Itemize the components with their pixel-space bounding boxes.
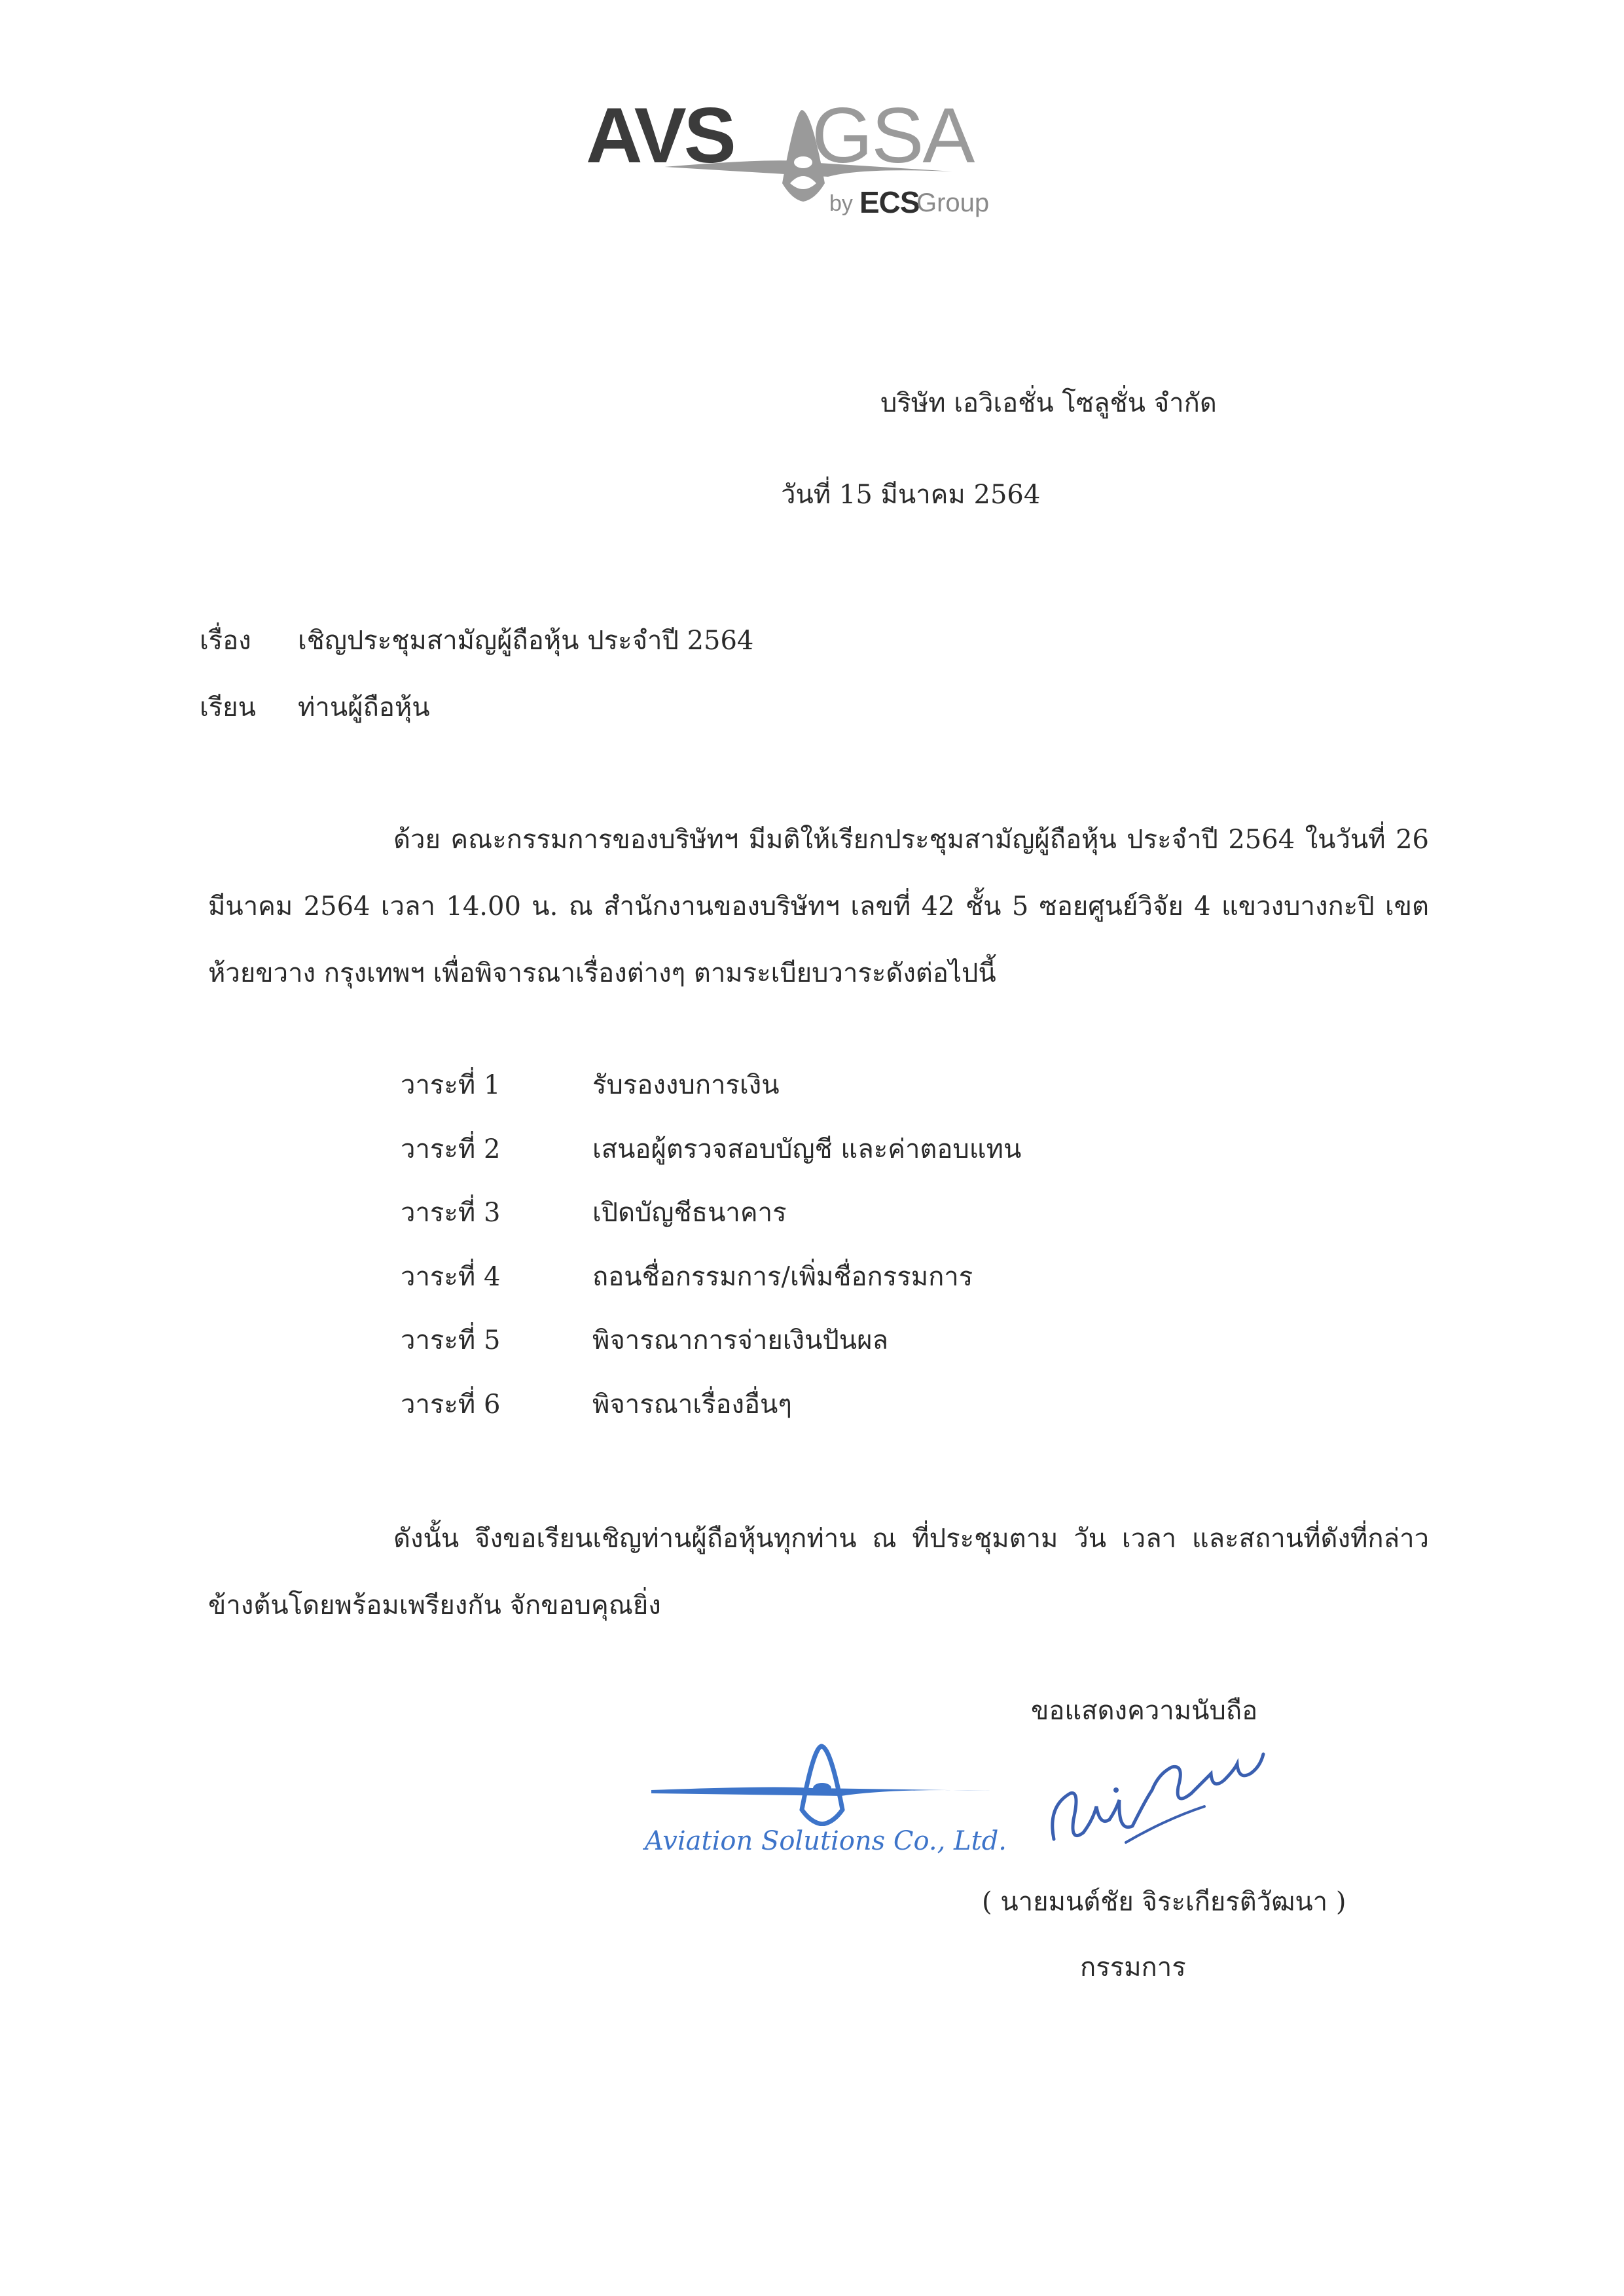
recipient-value: ท่านผู้ถือหุ้น [298, 692, 430, 723]
agenda-text: เสนอผู้ตรวจสอบบัญชี และค่าตอบแทน [592, 1134, 1022, 1164]
company-logo [586, 85, 1005, 236]
logo-gsa-text: GSA [812, 92, 974, 179]
subject-value: เชิญประชุมสามัญผู้ถือหุ้น ประจำปี 2564 [298, 626, 754, 656]
logo-group-text: Group [916, 188, 990, 217]
intro-paragraph: ด้วย คณะกรรมการของบริษัทฯ มีมติให้เรียกประชุมสามัญผู้ถือหุ้น ประจำปี 2564 ในวันที่ 26 มีนาคม 2564 เวลา 14.00 น. ณ สำนักงานของบริษัทฯ เลขที่ 42 ชั้น 5 ซอยศูนย์วิจัย 4 แขวงบางกะปิ เขต ห้วยขวาง กรุงเทพฯ เพื่อพิจารณาเรื่องต่างๆ ตามระเบียบวาระดังต่อไปนี้ [208, 825, 1429, 988]
agenda-number: วาระที่ 6 [401, 1390, 501, 1420]
agenda-number: วาระที่ 3 [401, 1198, 501, 1228]
closing-paragraph: ดังนั้น จึงขอเรียนเชิญท่านผู้ถือหุ้นทุกท่าน ณ ที่ประชุมตาม วัน เวลา และสถานที่ดังที่กล่าว ข้างต้นโดยพร้อมเพรียงกัน จักขอบคุณยิ่ง [208, 1524, 1429, 1621]
signature-icon [1034, 1728, 1270, 1878]
agenda-text: ถอนชื่อกรรมการ/เพิ่มชื่อกรรมการ [592, 1262, 973, 1292]
logo-avs-text: AVS [586, 92, 734, 179]
agenda-text: พิจารณาการจ่ายเงินปันผล [592, 1325, 889, 1355]
agenda-number: วาระที่ 1 [401, 1070, 501, 1100]
signer-name: ( นายมนต์ชัย จิระเกียรติวัฒนา ) [982, 1887, 1346, 1917]
stamp-airplane-icon [645, 1728, 998, 1826]
agenda-number: วาระที่ 5 [401, 1325, 501, 1355]
closing-salutation: ขอแสดงความนับถือ [1031, 1696, 1258, 1726]
stamp-text: Aviation Solutions Co., Ltd. [645, 1826, 1007, 1856]
logo-ecs-text: ECS [859, 185, 920, 219]
subject-label: เรื่อง [200, 626, 251, 656]
letter-date: วันที่ 15 มีนาคม 2564 [781, 480, 1041, 510]
company-stamp [645, 1728, 1007, 1872]
agenda-number: วาระที่ 4 [401, 1262, 501, 1292]
signature [1034, 1728, 1270, 1878]
signer-position: กรรมการ [1080, 1952, 1186, 1982]
agenda-text: รับรองงบการเงิน [592, 1070, 780, 1100]
recipient-label: เรียน [200, 692, 256, 723]
agenda-number: วาระที่ 2 [401, 1134, 501, 1164]
agenda-text: เปิดบัญชีธนาคาร [592, 1198, 787, 1228]
agenda-text: พิจารณาเรื่องอื่นๆ [592, 1390, 792, 1420]
logo-by-text: by [829, 191, 853, 216]
company-name: บริษัท เอวิเอชั่น โซลูชั่น จำกัด [880, 388, 1217, 418]
